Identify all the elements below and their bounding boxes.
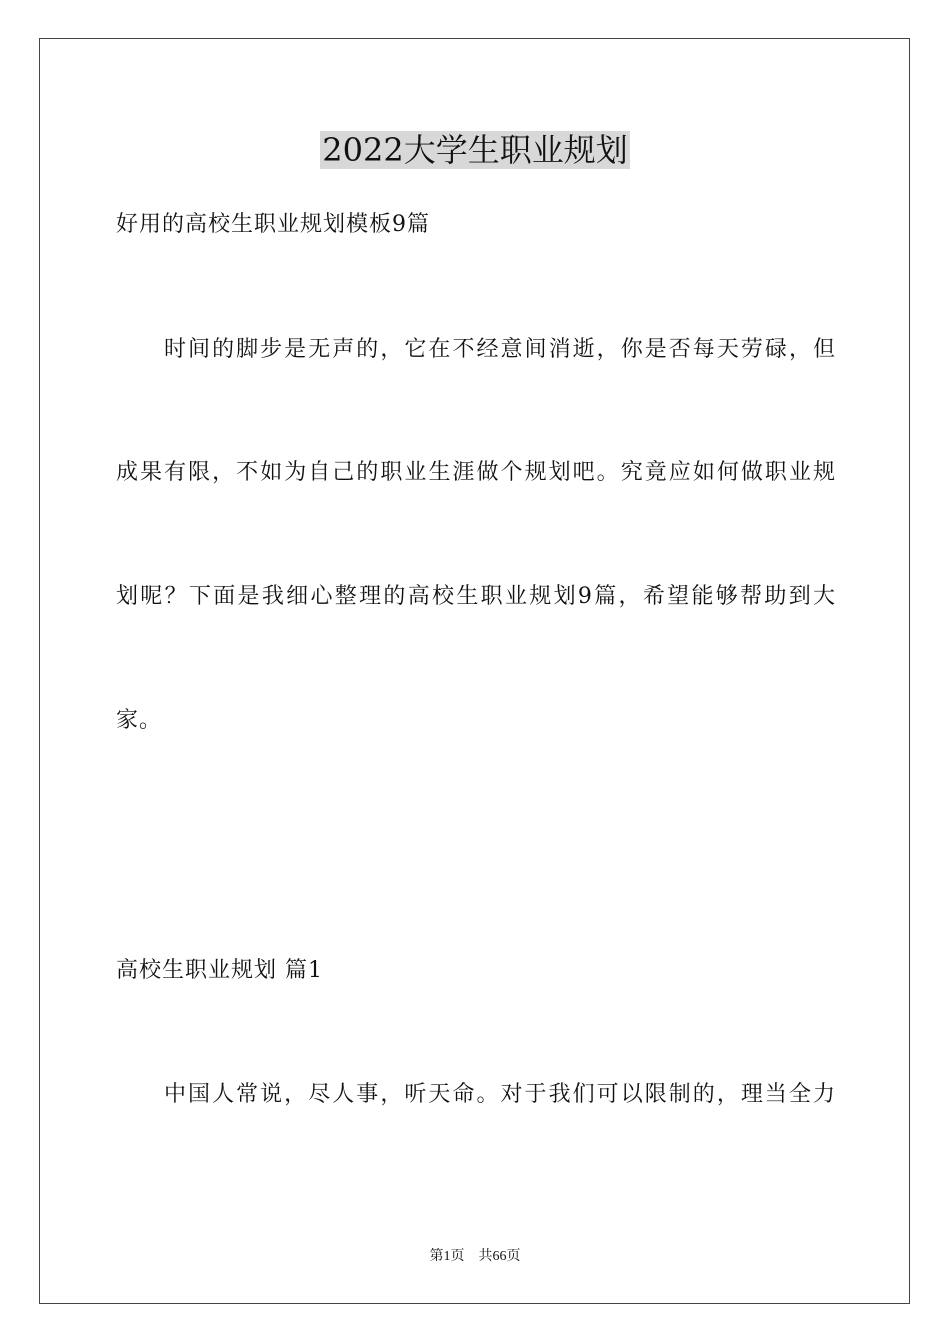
- section-heading: 高校生职业规划 篇1: [116, 958, 323, 983]
- document-subtitle: 好用的高校生职业规划模板9篇: [116, 212, 430, 237]
- intro-line-1: 时间的脚步是无声的，它在不经意间消逝，你是否每天劳碌，但: [164, 337, 836, 362]
- page-number: 第1页: [429, 1249, 465, 1264]
- page-total: 共66页: [478, 1249, 521, 1264]
- document-title-text: 2022大学生职业规划: [322, 131, 628, 169]
- section-paragraph-line-1: 中国人常说，尽人事，听天命。对于我们可以限制的，理当全力: [164, 1082, 836, 1107]
- document-title: [0, 128, 950, 172]
- page-footer: [0, 1247, 950, 1267]
- intro-line-3: 划呢？下面是我细心整理的高校生职业规划9篇，希望能够帮助到大: [116, 584, 836, 609]
- intro-line-2: 成果有限，不如为自己的职业生涯做个规划吧。究竟应如何做职业规: [116, 460, 836, 485]
- intro-line-4: 家。: [116, 708, 163, 733]
